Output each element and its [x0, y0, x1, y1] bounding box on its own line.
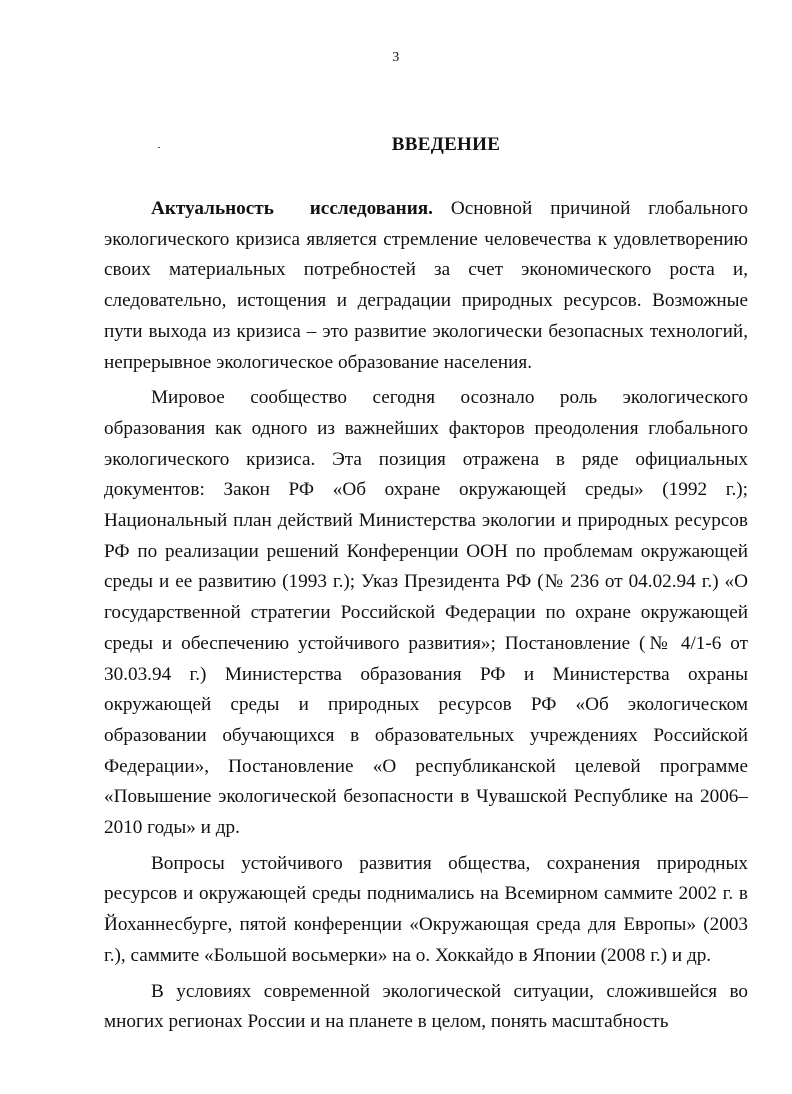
paragraph-documents: Мировое сообщество сегодня осознало роль экологического образования как одного из важнейших факторов преодоления глобального экологического кризиса. Эта позиция отражена в ряде официальных документов: Закон РФ «Об охране окружающей среды» (1992 г.); Национальный план действий Министерства экологии и природных ресурсов РФ по реализации решений Конференции ООН по проблемам окружающей среды и ее развитию (1993 г.); Указ Президента РФ (№ 236 от 04.02.94 г.) «О государственной стратегии Российской Федерации по охране окружающей среды и обеспечению устойчивого развития»; Постановление (№ 4/1-6 от 30.03.94 г.) Министерства образования РФ и Министерства охраны окружающей среды и природных ресурсов РФ «Об экологическом образовании обучающихся в образовательных учреждениях Российской Федерации», Постановление «О республиканской целевой программе «Повышение экологической безопасности в Чувашской Республике на 2006–2010 годы» и др. — [104, 387, 748, 839]
paragraph-relevance — [104, 194, 748, 378]
relevance-label: Актуальность исследования. — [151, 198, 433, 219]
paragraph-situation: В условиях современной экологической ситуации, сложившейся во многих регионах России и на планете в целом, понять масштабность — [104, 980, 748, 1033]
section-heading: ВВЕДЕНИЕ — [391, 134, 501, 155]
page-number: 3 — [392, 50, 400, 65]
relevance-text: Основной причиной глобального экологического кризиса является стремление человечества к удовлетворению своих материальных потребностей за счет экономического роста и, следовательно, истощения и деградации природных ресурсов. Возможные пути выхода из кризиса – это развитие экологически безопасных технологий, непрерывное экологическое образование населения. — [104, 198, 748, 373]
paragraph-summits: Вопросы устойчивого развития общества, сохранения природных ресурсов и окружающей среды поднимались на Всемирном саммите 2002 г. в Йоханнесбурге, пятой конференции «Окружающая среда для Европы» (2003 г.), саммите «Большой восьмерки» на о. Хоккайдо в Японии (2008 г.) и др. — [104, 852, 748, 966]
document-body — [104, 194, 748, 1038]
